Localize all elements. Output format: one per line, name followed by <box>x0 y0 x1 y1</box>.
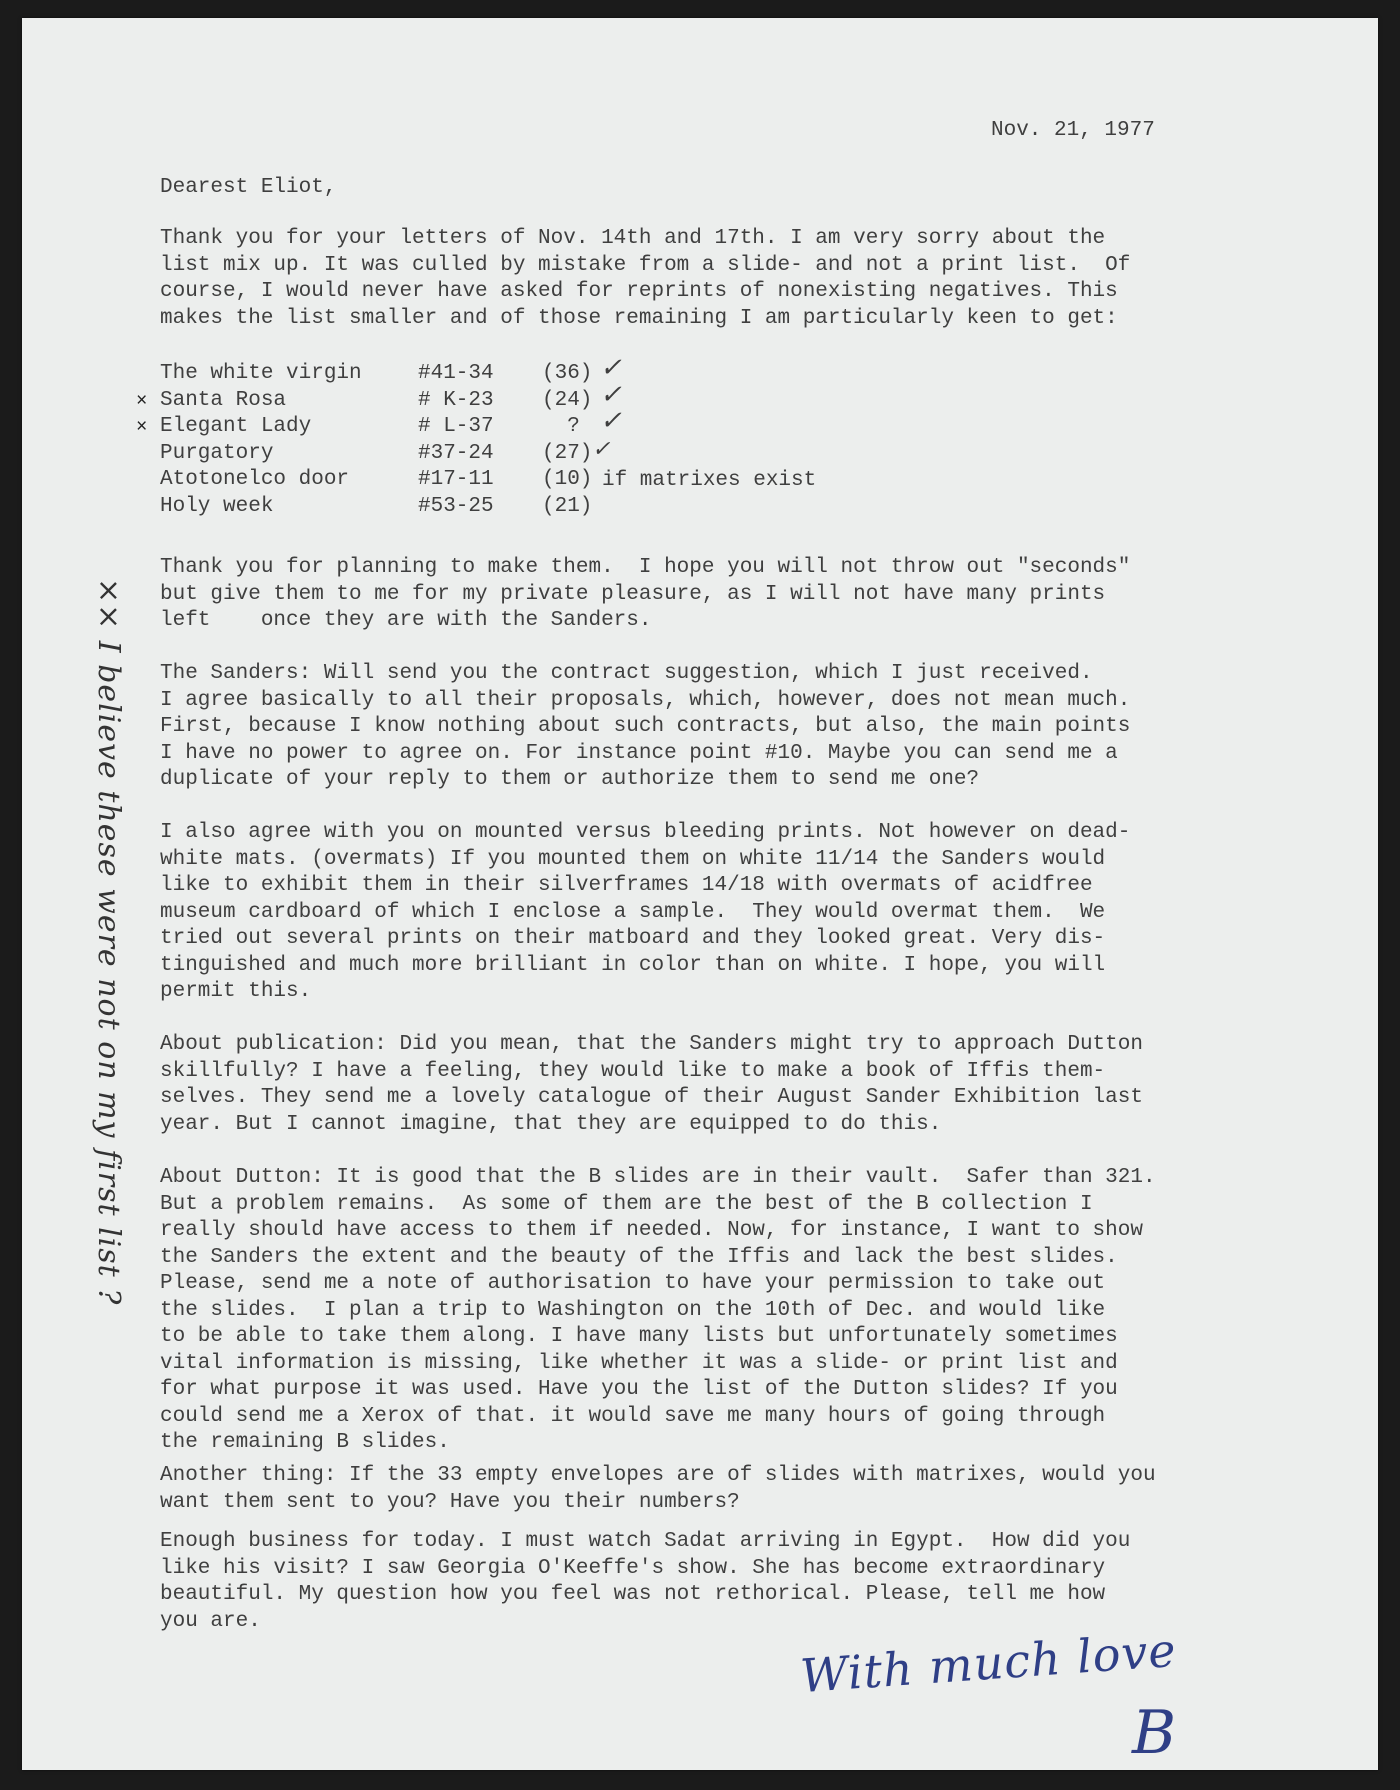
letter-page <box>22 18 1378 1770</box>
handwritten-closing: With much love <box>798 1622 1179 1704</box>
matrix-note: if matrixes exist <box>602 469 817 492</box>
paragraph-closing: Enough business for today. I must watch Sadat arriving in Egypt. How did you like his visit? I saw Georgia O'Keeffe's show. She has become extraordinary beautiful. My question how you feel was not rethorical. Please, tell me how you are. <box>160 1530 1131 1633</box>
x-mark: × <box>136 389 148 412</box>
handwritten-margin-note: ×× I believe these were not on my first list ? <box>91 578 126 1306</box>
print-count: (24) <box>542 388 593 412</box>
print-number: # K-23 <box>418 388 494 412</box>
print-count: ? <box>542 415 580 438</box>
intro-paragraph: Thank you for your letters of Nov. 14th and 17th. I am very sorry about the list mix up. It was culled by mistake from a slide- and not a print list. Of course, I would never have asked for reprints of nonexisting negatives. This makes the list smaller and of those remaining I am particularly keen to get: <box>160 227 1131 330</box>
print-number: #37-24 <box>418 441 494 465</box>
check-mark-icon: ✓ <box>600 379 622 410</box>
print-title: Santa Rosa <box>160 388 287 412</box>
check-mark-icon: ✓ <box>600 406 622 436</box>
salutation: Dearest Eliot, <box>160 176 337 199</box>
paragraph-publication: About publication: Did you mean, that the Sanders might try to approach Dutton skillfully? I have a feeling, they would like to make a book of Iffis them- selves. They send me a lovely catalogue of their August Sander Exhibition last year. But I cannot imagine, that they are equipped to do this. <box>160 1033 1143 1136</box>
print-number: #53-25 <box>418 494 494 518</box>
paragraph-mats: I also agree with you on mounted versus bleeding prints. Not however on dead- white mats. (overmats) If you mounted them on white 11/14 the Sanders would like to exhibit them in their silverframes 14/18 with overmats of acidfree museum cardboard of which I enclose a sample. They would overmat them. We tried out several prints on their matboard and they looked great. Very dis- tinguished and much more brilliant in color than on white. I hope, you will permit this. <box>160 821 1131 1003</box>
print-title: Purgatory <box>160 441 274 465</box>
x-mark: × <box>136 416 148 438</box>
print-title: Atotonelco door <box>160 468 350 491</box>
paragraph-sanders: The Sanders: Will send you the contract suggestion, which I just received. I agree basically to all their proposals, which, however, does not mean much. First, because I know nothing about such contracts, but also, the main points I have no power to agree on. For instance point #10. Maybe you can send me a duplicate of your reply to them or authorize them to send me one? <box>160 662 1131 791</box>
check-mark-icon: ✓ <box>592 436 611 462</box>
print-number: #41-34 <box>418 362 494 385</box>
paragraph-dutton: About Dutton: It is good that the B slides are in their vault. Safer than 321. But a problem remains. As some of them are the best of the B collection I really should have access to them if needed. Now, for instance, I want to show the Sanders the extent and the beauty of the Iffis and lack the best slides. Please, send me a note of authorisation to have your permission to take out the slides. I plan a trip to Washington on the 10th of Dec. and would like to be able to take them along. I have many lists but unfortunately sometimes vital information is missing, like whether it was a slide- or print list and for what purpose it was used. Have you the list of the Dutton slides? If you could send me a Xerox of that. it would save me many hours of going through the remaining B slides. <box>160 1166 1156 1454</box>
signature-initial: B <box>1132 1698 1177 1768</box>
print-count: (27) <box>542 441 593 465</box>
print-title: Holy week <box>160 494 274 518</box>
print-count: (10) <box>542 468 593 491</box>
print-number: # L-37 <box>418 415 494 438</box>
letter-date: Nov. 21, 1977 <box>991 119 1155 142</box>
print-title: Elegant Lady <box>160 415 312 438</box>
paragraph-seconds: Thank you for planning to make them. I hope you will not throw out "seconds" but give them to me for my private pleasure, as I will not have many prints left once they are with the Sanders. <box>160 556 1131 632</box>
print-title: The white virgin <box>160 362 362 385</box>
check-mark-icon: ✓ <box>600 353 622 383</box>
print-count: (21) <box>542 494 593 518</box>
print-count: (36) <box>542 362 593 385</box>
paragraph-envelopes: Another thing: If the 33 empty envelopes are of slides with matrixes, would you want them sent to you? Have you their numbers? <box>160 1464 1156 1514</box>
print-number: #17-11 <box>418 468 494 491</box>
